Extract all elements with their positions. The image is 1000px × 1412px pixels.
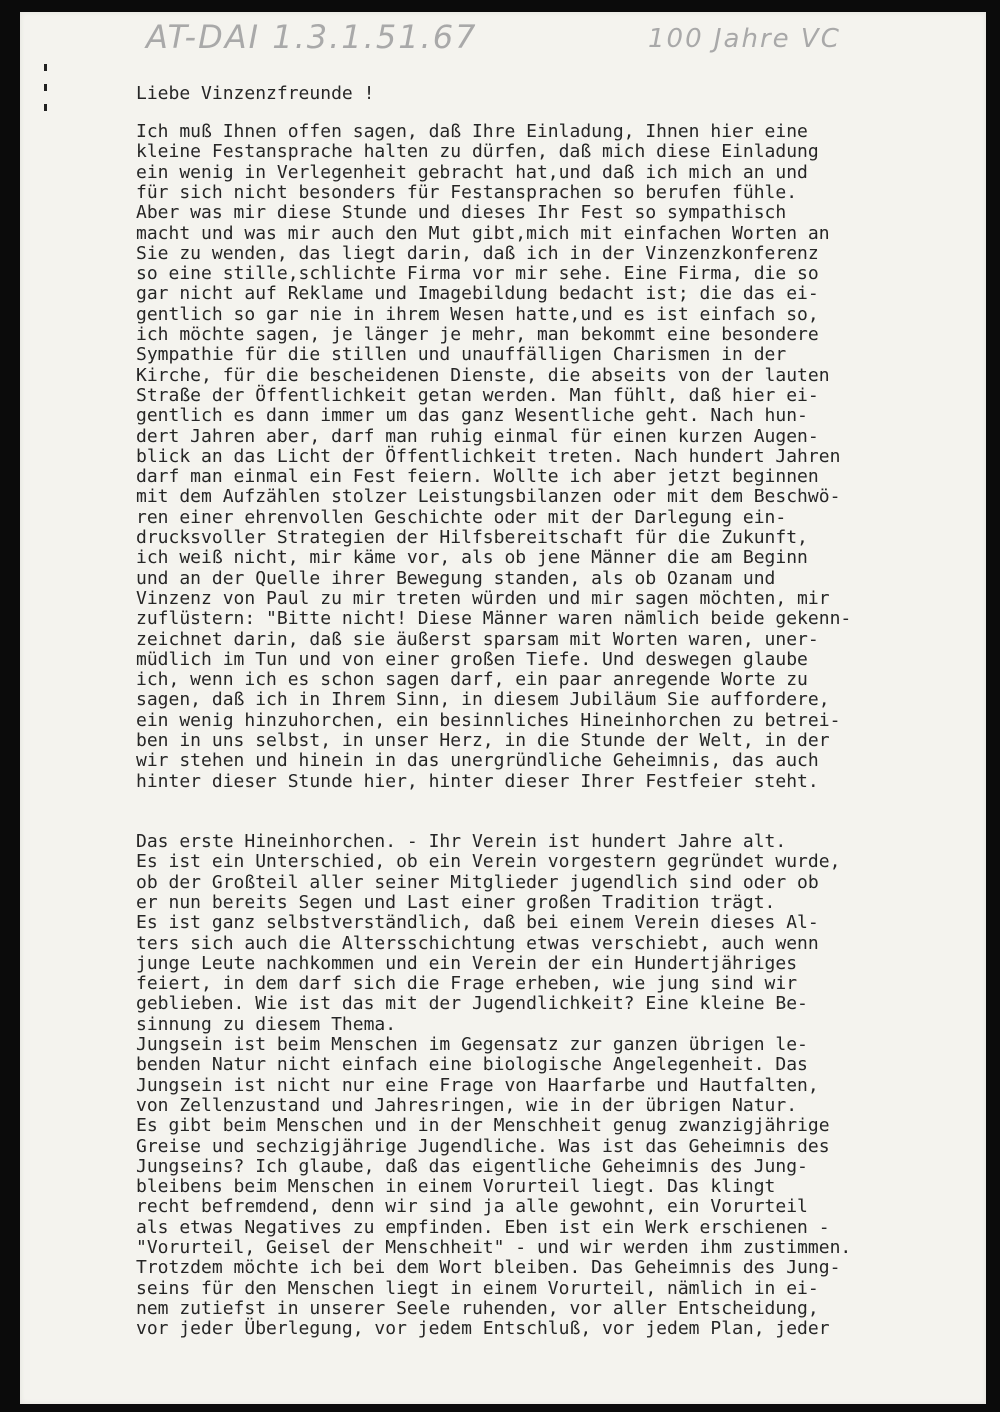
text-line: von Zellenzustand und Jahresringen, wie in der übrigen Natur. <box>136 1094 798 1116</box>
text-line: ich, wenn ich es schon sagen darf, ein paar anregende Worte zu <box>136 669 808 691</box>
text-line: gentlich es dann immer um das ganz Wesentliche geht. Nach hun- <box>136 405 808 427</box>
text-line: gar nicht auf Reklame und Imagebildung bedacht ist; die das ei- <box>136 283 819 305</box>
text-line: so eine stille,schlichte Firma vor mir sehe. Eine Firma, die so <box>136 263 819 285</box>
text-line: Aber was mir diese Stunde und dieses Ihr Fest so sympathisch <box>136 202 787 224</box>
text-line: Trotzdem möchte ich bei dem Wort bleiben. Das Geheimnis des Jung- <box>136 1257 841 1279</box>
text-line: ich weiß nicht, mir käme vor, als ob jene Männer die am Beginn <box>136 547 808 569</box>
text-line: blick an das Licht der Öffentlichkeit treten. Nach hundert Jahren <box>136 445 841 467</box>
punch-marks <box>44 64 47 124</box>
text-line: Greise und sechzigjährige Jugendliche. Was ist das Geheimnis des <box>136 1135 830 1157</box>
text-line: ein wenig in Verlegenheit gebracht hat,und daß ich mich an und <box>136 161 808 183</box>
text-line: recht befremdend, denn wir sind ja alle gewohnt, ein Vorurteil <box>136 1196 808 1218</box>
text-line: Ich muß Ihnen offen sagen, daß Ihre Einladung, Ihnen hier eine <box>136 121 808 142</box>
text-line: zuflüstern: "Bitte nicht! Diese Männer waren nämlich beide gekenn- <box>136 608 852 630</box>
archive-reference-stamp: AT-DAI 1.3.1.51.67 <box>146 18 478 56</box>
text-line: macht und was mir auch den Mut gibt,mich mit einfachen Worten an <box>136 222 830 244</box>
text-line: ich möchte sagen, je länger je mehr, man bekommt eine besondere <box>136 324 819 345</box>
text-line: Sie zu wenden, das liegt darin, daß ich in der Vinzenzkonferenz <box>136 242 819 264</box>
text-line: Vinzenz von Paul zu mir treten würden und mir sagen möchten, mir <box>136 587 830 609</box>
text-line: feiert, in dem darf sich die Frage erheben, wie jung sind wir <box>136 973 798 995</box>
text-line: ob der Großteil aller seiner Mitglieder jugendlich sind oder ob <box>136 871 819 893</box>
text-line: wir stehen und hinein in das unergründliche Geheimnis, das auch <box>136 750 819 772</box>
text-line: hinter dieser Stunde hier, hinter dieser Ihrer Festfeier steht. <box>136 770 819 792</box>
text-line: seins für den Menschen liegt in einem Vorurteil, nämlich in ei- <box>136 1277 819 1299</box>
text-line: mit dem Aufzählen stolzer Leistungsbilanzen oder mit dem Beschwö- <box>136 486 841 508</box>
salutation: Liebe Vinzenzfreunde ! <box>136 83 375 104</box>
typewritten-page <box>20 12 986 1404</box>
text-line: Es gibt beim Menschen und in der Menschheit genug zwanzigjährige <box>136 1115 830 1137</box>
text-line: ters sich auch die Altersschichtung etwas verschiebt, auch wenn <box>136 932 819 954</box>
text-line: Es ist ganz selbstverständlich, daß bei einem Verein dieses Al- <box>136 912 819 934</box>
text-line: für sich nicht besonders für Festansprachen so berufen fühle. <box>136 181 798 203</box>
text-line: bleibens beim Menschen in einem Vorurteil liegt. Das klingt <box>136 1176 776 1198</box>
text-line: sinnung zu diesem Thema. <box>136 1013 397 1035</box>
text-line: benden Natur nicht einfach eine biologische Angelegenheit. Das <box>136 1054 808 1076</box>
text-line: "Vorurteil, Geisel der Menschheit" - und wir werden ihm zustimmen. <box>136 1237 852 1258</box>
text-line: ren einer ehrenvollen Geschichte oder mit der Darlegung ein- <box>136 506 787 528</box>
text-line: kleine Festansprache halten zu dürfen, daß mich diese Einladung <box>136 141 819 163</box>
text-line: Es ist ein Unterschied, ob ein Verein vorgestern gegründet wurde, <box>136 851 841 873</box>
text-line: nem zutiefst in unserer Seele ruhenden, vor aller Entscheidung, <box>136 1297 819 1319</box>
text-line: Straße der Öffentlichkeit getan werden. Man fühlt, daß hier ei- <box>136 384 819 406</box>
text-line: geblieben. Wie ist das mit der Jugendlichkeit? Eine kleine Be- <box>136 993 808 1015</box>
text-line: darf man einmal ein Fest feiern. Wollte ich aber jetzt beginnen <box>136 466 819 488</box>
text-line: sagen, daß ich in Ihrem Sinn, in diesem Jubiläum Sie auffordere, <box>136 689 830 711</box>
handwritten-note: 100 Jahre VC <box>648 24 841 54</box>
text-line: und an der Quelle ihrer Bewegung standen, als ob Ozanam und <box>136 567 776 589</box>
text-line: müdlich im Tun und von einer großen Tiefe. Und deswegen glaube <box>136 648 808 670</box>
text-line: Jungsein ist beim Menschen im Gegensatz zur ganzen übrigen le- <box>136 1034 808 1055</box>
text-line: dert Jahren aber, darf man ruhig einmal für einen kurzen Augen- <box>136 425 819 447</box>
text-line: zeichnet darin, daß sie äußerst sparsam mit Worten waren, uner- <box>136 628 819 650</box>
text-line: ben in uns selbst, in unser Herz, in die Stunde der Welt, in der <box>136 730 830 751</box>
text-line: Das erste Hineinhorchen. - Ihr Verein ist hundert Jahre alt. <box>136 831 787 852</box>
text-line: junge Leute nachkommen und ein Verein der ein Hundertjähriges <box>136 952 798 974</box>
text-line: vor jeder Überlegung, vor jedem Entschluß, vor jedem Plan, jeder <box>136 1318 830 1340</box>
text-line: Sympathie für die stillen und unauffälligen Charismen in der <box>136 344 787 366</box>
text-line: drucksvoller Strategien der Hilfsbereitschaft für die Zukunft, <box>136 527 808 548</box>
text-line: gentlich so gar nie in ihrem Wesen hatte,und es ist einfach so, <box>136 303 819 325</box>
text-line: ein wenig hinzuhorchen, ein besinnliches Hineinhorchen zu betrei- <box>136 709 841 731</box>
text-line: Jungseins? Ich glaube, daß das eigentliche Geheimnis des Jung- <box>136 1155 808 1177</box>
text-line: Jungsein ist nicht nur eine Frage von Haarfarbe und Hautfalten, <box>136 1074 819 1096</box>
text-line: er nun bereits Segen und Last einer großen Tradition trägt. <box>136 891 776 913</box>
text-line: Kirche, für die bescheidenen Dienste, die abseits von der lauten <box>136 364 830 386</box>
text-line: als etwas Negatives zu empfinden. Eben ist ein Werk erschienen - <box>136 1216 830 1238</box>
